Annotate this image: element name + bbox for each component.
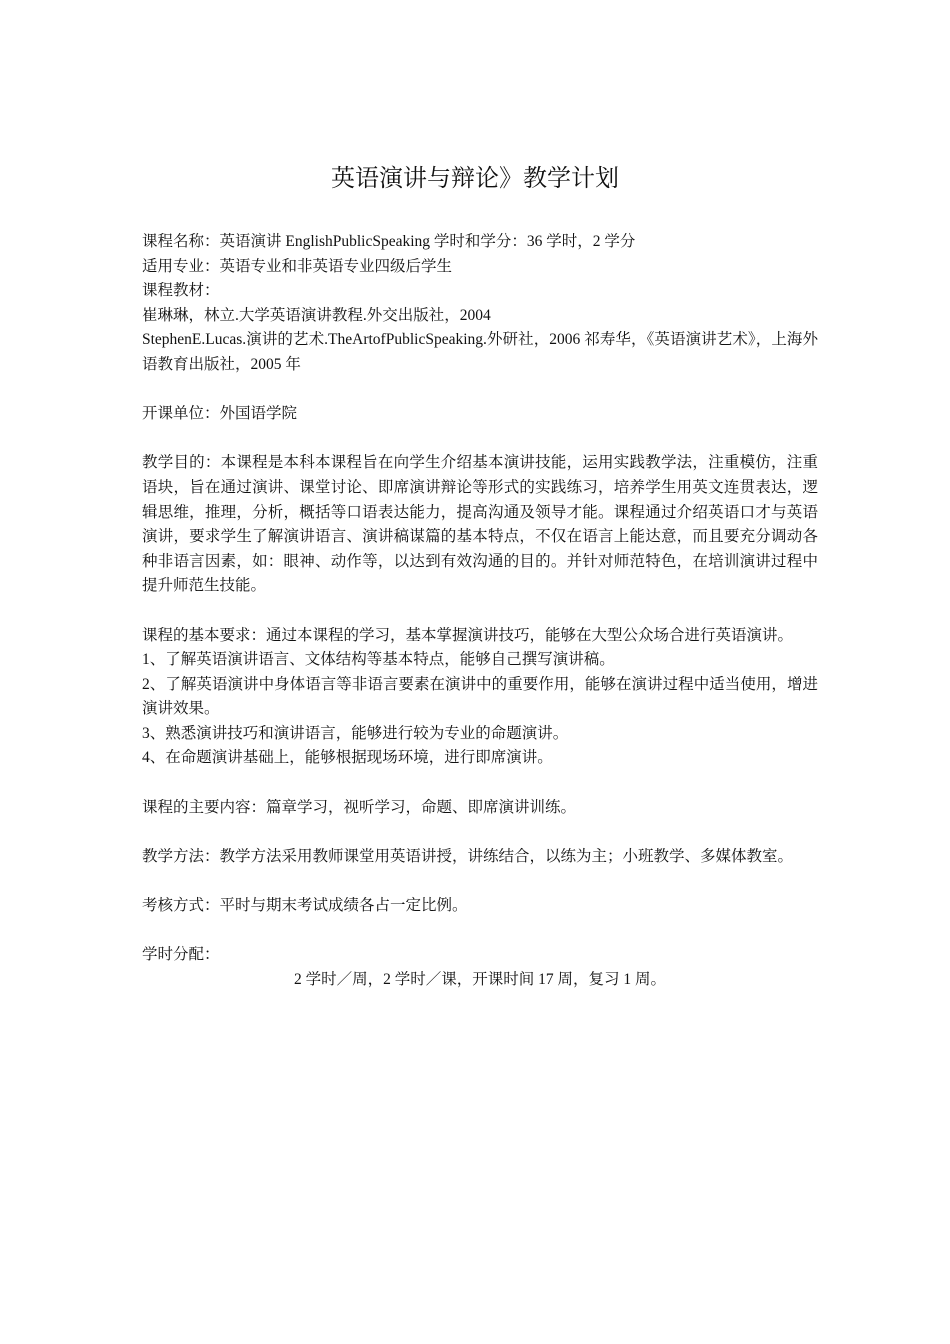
paragraph-spacer (142, 378, 818, 403)
paragraph-spacer (142, 599, 818, 624)
main-content-line: 课程的主要内容：篇章学习，视听学习，命题、即席演讲训练。 (142, 798, 577, 816)
textbook-entry-2: StephenE.Lucas.演讲的艺术.TheArtofPublicSpeaking.外研社，2006 祁寿华，《英语演讲艺术》，上海外语教育出版社，2005 年 (142, 331, 818, 373)
requirement-item-4: 4、在命题演讲基础上，能够根据现场环境，进行即席演讲。 (142, 749, 553, 767)
textbook-entry-1: 崔琳琳，林立.大学英语演讲教程.外交出版社，2004 (142, 306, 491, 324)
course-major-line: 适用专业：英语专业和非英语专业四级后学生 (142, 257, 453, 275)
paragraph-spacer (142, 771, 818, 796)
assessment-line: 考核方式：平时与期末考试成绩各占一定比例。 (142, 897, 468, 915)
paragraph-spacer (142, 820, 818, 845)
document-title: 英语演讲与辩论》教学计划 (331, 164, 619, 192)
course-name-line: 课程名称：英语演讲 EnglishPublicSpeaking 学时和学分：36 学时，2 学分 (142, 233, 636, 250)
paragraph-spacer (142, 427, 818, 452)
hours-detail: 2 学时／周，2 学时／课，开课时间 17 周，复习 1 周。 (293, 970, 666, 988)
document-body (142, 230, 818, 992)
paragraph-spacer (142, 869, 818, 894)
course-unit-line: 开课单位：外国语学院 (142, 405, 298, 423)
teaching-method-paragraph: 教学方法：教学方法采用教师课堂用英语讲授，讲练结合，以练为主；小班教学、多媒体教室。 (142, 847, 794, 865)
requirement-item-3: 3、熟悉演讲技巧和演讲语言，能够进行较为专业的命题演讲。 (142, 724, 569, 742)
requirement-item-1: 1、了解英语演讲语言、文体结构等基本特点，能够自己撰写演讲稿。 (142, 651, 615, 669)
basic-requirements-intro: 课程的基本要求：通过本课程的学习，基本掌握演讲技巧，能够在大型公众场合进行英语演讲。 (142, 626, 794, 644)
teaching-purpose-paragraph: 教学目的：本课程是本科本课程旨在向学生介绍基本演讲技能，运用实践教学法，注重模仿，注重语块，旨在通过演讲、课堂讨论、即席演讲辩论等形式的实践练习，培养学生用英文连贯表达，逻辑思维，推理，分析，概括等口语表达能力，提高沟通及领导才能。课程通过介绍英语口才与英语演讲，要求学生了解演讲语言、演讲稿谋篇的基本特点，不仅在语言上能达意，而且要充分调动各种非语言因素，如：眼神、动作等，以达到有效沟通的目的。并针对师范特色，在培训演讲过程中提升师范生技能。 (142, 454, 818, 595)
requirement-item-2: 2、了解英语演讲中身体语言等非语言要素在演讲中的重要作用，能够在演讲过程中适当使用，增进演讲效果。 (142, 675, 818, 718)
paragraph-spacer (142, 919, 818, 944)
hours-label: 学时分配： (142, 946, 220, 964)
textbook-label: 课程教材： (142, 282, 220, 300)
